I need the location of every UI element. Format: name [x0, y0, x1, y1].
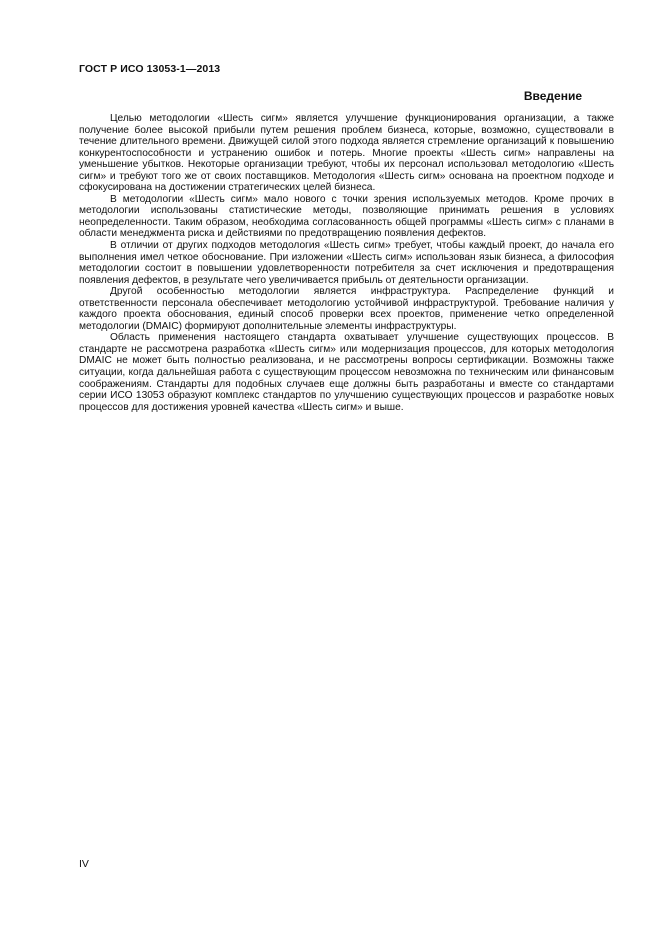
paragraph-1: Целью методологии «Шесть сигм» является улучшение функционирования организации, а также получение более высокой прибыли путем решения проблем бизнеса, которые, возможно, существовали в течение длительного времени. Движущей силой этого подхода является стремление организаций к повышению конкурентоспособности и устранению ошибок и потерь. Многие проекты «Шесть сигм» направлены на уменьшение убытков. Некоторые организации требуют, чтобы их персонал использовал методологию «Шесть сигм» и требуют того же от своих поставщиков. Методология «Шесть сигм» основана на проектном подходе и сфокусирована на достижении стратегических целей бизнеса. [79, 113, 614, 194]
paragraph-3: В отличии от других подходов методология «Шесть сигм» требует, чтобы каждый проект, до начала его выполнения имел четкое обоснование. При изложении «Шесть сигм» использован язык бизнеса, а философия методологии состоит в повышении удовлетворенности потребителя за счет исключения и предотвращения появления дефектов, в результате чего увеличивается прибыль от деятельности организации. [79, 240, 614, 286]
paragraph-5: Область применения настоящего стандарта охватывает улучшение существующих процессов. В стандарте не рассмотрена разработка «Шесть сигм» или модернизация процессов, для которых методология DMAIC не может быть полностью реализована, и не рассмотрены вопросы сертификации. Возможны также ситуации, когда дальнейшая работа с существующим процессом невозможна по техническим или финансовым соображениям. Стандарты для подобных случаев еще должны быть разработаны и вместе со стандартами серии ИСО 13053 образуют комплекс стандартов по улучшению существующих процессов и разработке новых процессов для достижения уровней качества «Шесть сигм» и выше. [79, 332, 614, 413]
paragraph-2: В методологии «Шесть сигм» мало нового с точки зрения используемых методов. Кроме прочих в методологии использованы статистические методы, позволяющие принимать решения в условиях неопределенности. Таким образом, необходима согласованность общей программы «Шесть сигм» с планами в области менеджмента риска и действиями по предотвращению появления дефектов. [79, 193, 614, 240]
body-text [79, 113, 614, 413]
paragraph-4: Другой особенностью методологии является инфраструктура. Распределение функций и ответственности персонала обеспечивает методологию устойчивой инфраструктурой. Требование наличия у каждого проекта обоснования, единый способ проверки всех проектов, применение четко определенной методологии (DMAIC) формируют дополнительные элементы инфраструктуры. [79, 286, 614, 332]
section-title: Введение [523, 89, 582, 103]
page-number: IV [79, 858, 89, 870]
document-header: ГОСТ Р ИСО 13053-1—2013 [79, 63, 221, 75]
